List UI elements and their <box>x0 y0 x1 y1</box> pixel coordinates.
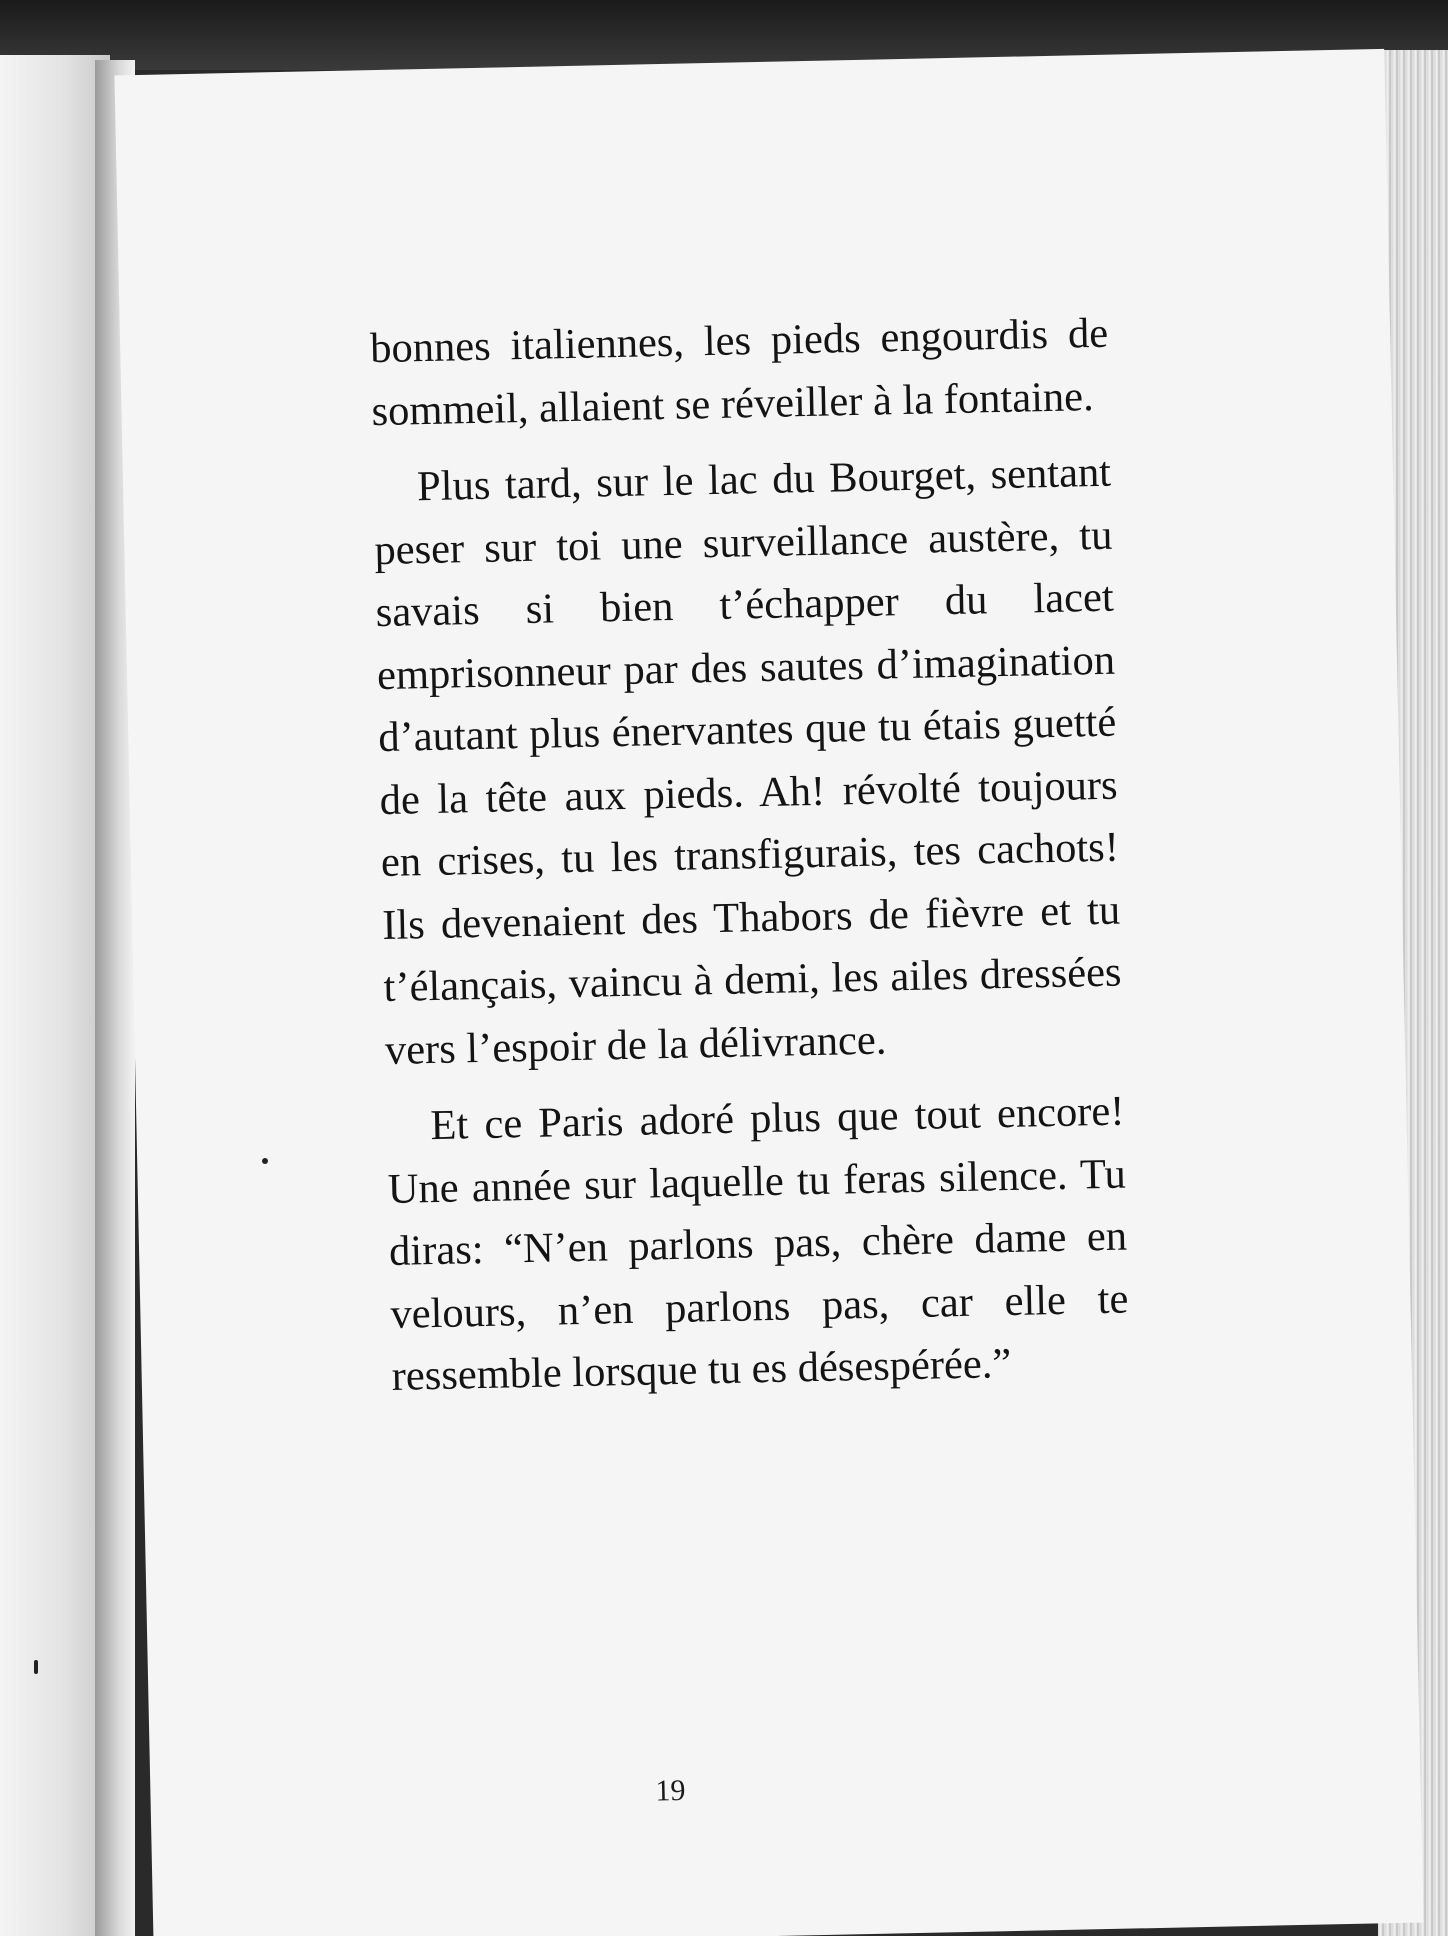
left-page-edge <box>0 55 110 1936</box>
paragraph-bourget: Plus tard, sur le lac du Bourget, sentant peser sur toi une surveillance austère, tu savais si bien t’échapper du lacet emprisonneur par des sautes d’imagination d’autant plus énervantes que tu étais guetté de la tête aux pieds. Ah! révolté toujours en crises, tu les transfigurais, tes cachots! Ils devenaient des Thabors de fièvre et tu t’élançais, vaincu à demi, les ailes dressées vers l’espoir de la délivrance. <box>373 448 1122 1074</box>
dust-speck <box>34 1660 38 1674</box>
paragraph-continuation: bonnes italiennes, les pieds engourdis de sommeil, allaient se réveiller à la fontaine. <box>369 309 1109 435</box>
dust-speck <box>262 1158 268 1164</box>
book-page <box>114 49 1423 1936</box>
page-number: 19 <box>655 1773 686 1808</box>
page-body-text <box>370 303 1131 1409</box>
paragraph-paris: Et ce Paris adoré plus que tout encore! Une année sur laquelle tu feras silence. Tu diras: “N’en parlons pas, chère dame en velours, n’en parlons pas, car elle te ressemble lorsque tu es désespérée.” <box>387 1087 1129 1400</box>
